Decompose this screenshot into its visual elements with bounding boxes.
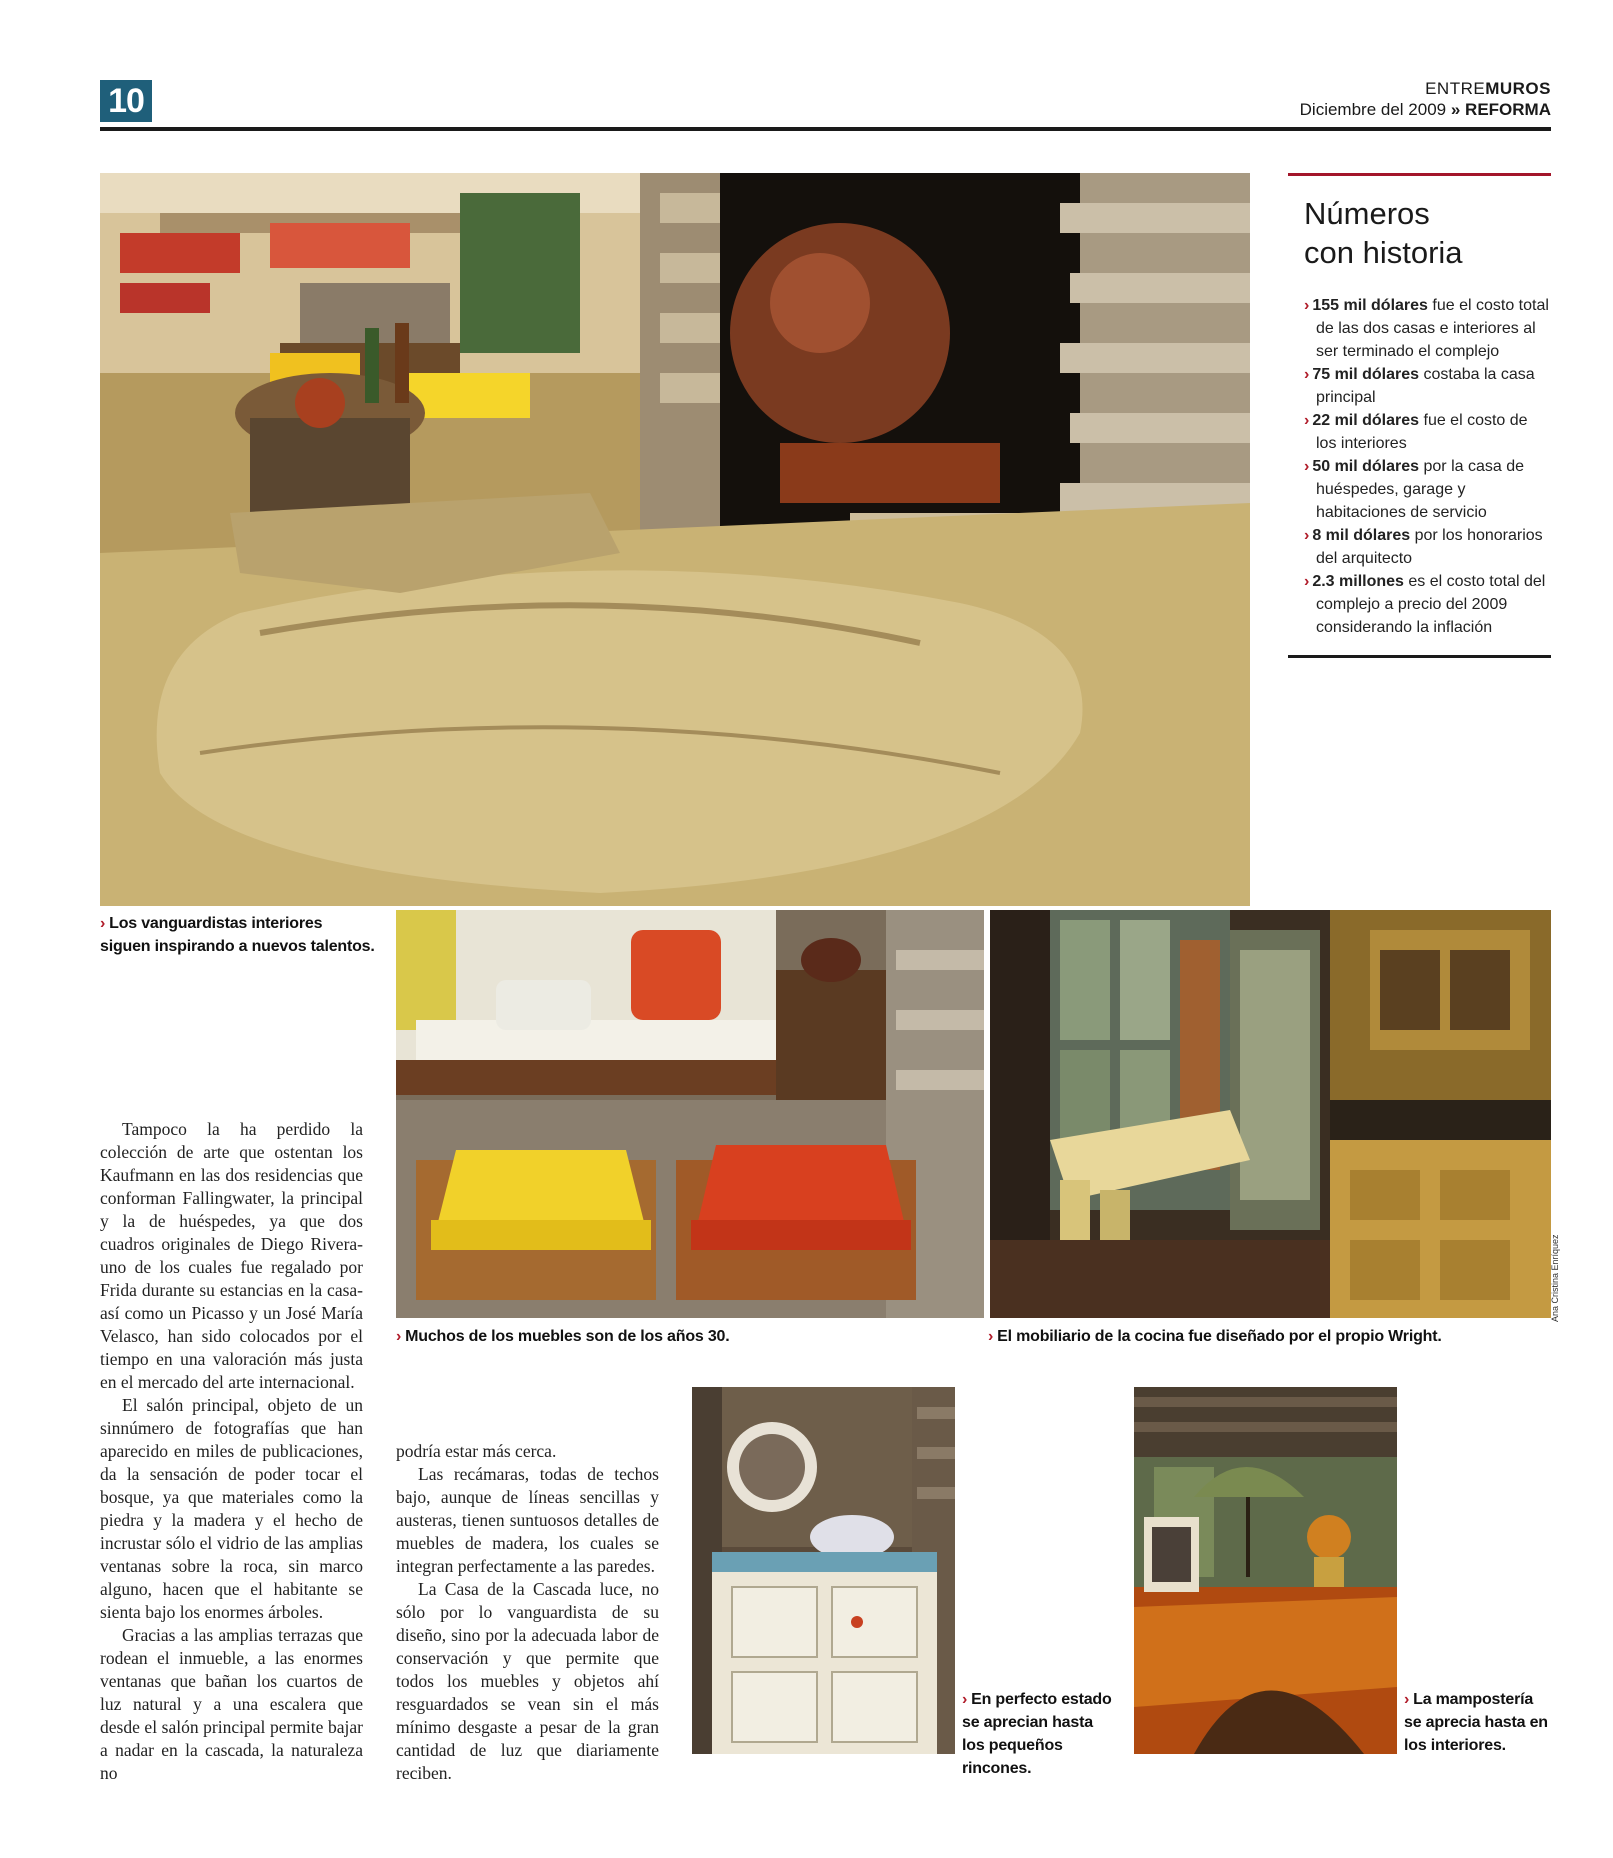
issue-date: Diciembre del 2009: [1299, 100, 1447, 119]
facts-list: [1304, 294, 1551, 639]
caption-arrow-icon: ›: [1404, 1691, 1410, 1708]
brand-part2: MUROS: [1485, 79, 1551, 98]
article-paragraph: Las recámaras, todas de techos bajo, aunque de líneas sencillas y austeras, tienen suntuosos detalles de muebles de madera, los cuales se integran perfectamente a las paredes.: [396, 1464, 659, 1576]
article-paragraph: El salón principal, objeto de un sinnúmero de fotografías que han aparecido en miles de publicaciones, da la sensación de poder tocar el bosque, ya que materiales como la piedra y la madera y el hecho de incrustar sólo el vidrio de las amplias ventanas sobre la roca, sin marco alguno, hacen que el habitante se sienta bajo los enormes árboles.: [100, 1395, 363, 1622]
article-column-1: [100, 1118, 363, 1785]
main-photo-caption: › Los vanguardistas interiores siguen inspirando a nuevos talentos.: [100, 915, 375, 955]
article-paragraph: Tampoco la ha perdido la colección de arte que ostentan los Kaufmann en las dos residencias que conforman Fallingwater, la principal y la de huéspedes, ya que dos cuadros originales de Diego Rivera- uno de los cuales fue regalado por Frida durante su estancias en la casa- así como un Picasso y un José María Velasco, han sido colocados por el tiempo en una valoración más justa en el mercado del arte internacional.: [100, 1119, 363, 1392]
masonry-photo: [1134, 1387, 1397, 1754]
caption-arrow-icon: ›: [962, 1691, 968, 1708]
header-rule: [100, 127, 1551, 131]
caption-arrow-icon: ›: [100, 915, 106, 932]
brand-part1: ENTRE: [1425, 79, 1486, 98]
bullet-arrow-icon: ›: [1304, 366, 1310, 383]
bullet-arrow-icon: ›: [1304, 412, 1310, 429]
bullet-arrow-icon: ›: [1304, 297, 1310, 314]
sidebar-title-line1: Números: [1304, 196, 1430, 231]
sidebar-title-line2: con historia: [1304, 235, 1463, 270]
article-paragraph: La Casa de la Cascada luce, no sólo por lo vanguardista de su diseño, sino por la adecuada labor de conservación y que permite que todos los muebles y objetos ahí resguardados se vean sin el más mínimo desgaste a pesar de la gran cantidad de luz que diariamente reciben.: [396, 1579, 659, 1783]
photo-credit: Ana Cristina Enríquez: [1550, 1234, 1560, 1322]
furniture-photo: [396, 910, 984, 1318]
fact-item: › 155 mil dólares fue el costo total de las dos casas e interiores al ser terminado el complejo: [1304, 297, 1549, 360]
fact-item: › 2.3 millones es el costo total del complejo a precio del 2009 considerando la inflación: [1304, 573, 1546, 636]
page-number: 10: [100, 80, 152, 122]
caption-arrow-icon: ›: [988, 1328, 994, 1345]
bullet-arrow-icon: ›: [1304, 573, 1310, 590]
fact-item: › 75 mil dólares costaba la casa principal: [1304, 366, 1535, 406]
kitchen-photo-caption: › El mobiliario de la cocina fue diseñado por el propio Wright.: [988, 1328, 1442, 1345]
fact-item: › 8 mil dólares por los honorarios del arquitecto: [1304, 527, 1543, 567]
stove-photo-caption: › En perfecto estado se aprecian hasta los pequeños rincones.: [962, 1691, 1112, 1777]
sidebar-top-rule: [1288, 173, 1551, 176]
bullet-arrow-icon: ›: [1304, 527, 1310, 544]
masonry-photo-caption: › La mampostería se aprecia hasta en los interiores.: [1404, 1691, 1548, 1754]
article-column-2: [396, 1440, 659, 1785]
section-name: REFORMA: [1465, 100, 1551, 119]
stove-photo: [692, 1387, 955, 1754]
kitchen-photo: [990, 910, 1551, 1318]
fact-item: › 50 mil dólares por la casa de huéspedes, garage y habitaciones de servicio: [1304, 458, 1524, 521]
facts-sidebar: [1288, 173, 1551, 658]
caption-arrow-icon: ›: [396, 1328, 402, 1345]
sidebar-title: [1304, 194, 1551, 272]
section-separator: »: [1450, 100, 1461, 119]
sidebar-bottom-rule: [1288, 655, 1551, 658]
fact-item: › 22 mil dólares fue el costo de los interiores: [1304, 412, 1528, 452]
article-continuation: podría estar más cerca.: [396, 1441, 557, 1461]
masthead: [1300, 78, 1551, 120]
main-photo-living-room: [100, 173, 1250, 906]
furniture-photo-caption: › Muchos de los muebles son de los años 30.: [396, 1328, 730, 1345]
article-paragraph: Gracias a las amplias terrazas que rodean el inmueble, a las enormes ventanas que bañan los cuartos de luz natural y a una escalera que desde el salón principal permite bajar a nadar en la cascada, la naturaleza no: [100, 1625, 363, 1783]
bullet-arrow-icon: ›: [1304, 458, 1310, 475]
